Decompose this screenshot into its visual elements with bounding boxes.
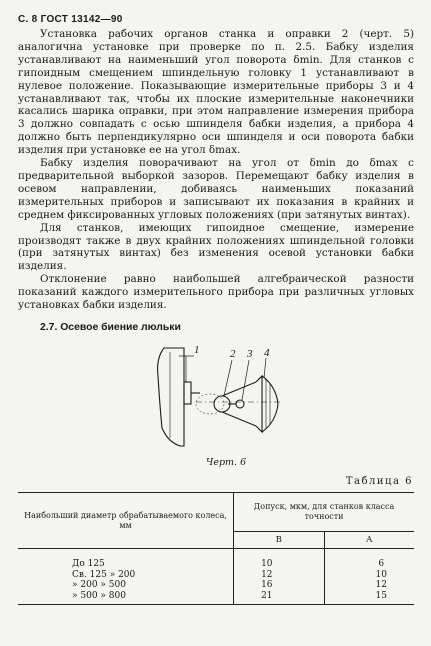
paragraph: Для станков, имеющих гипоидное смещение, измерение производят также в двух крайних положениях шпиндельной головки (при затянутых винтах) без изменения осевой установки бабки изделия. (18, 221, 414, 273)
paragraph: Бабку изделия поворачивают на угол от δmin до δmax с предварительной выборкой зазоров. Перемещают бабку изделия в осевом направлении, добиваясь наименьших показаний измерительных приборов и записывают их показания в крайних и среднем фиксированных угловых положениях (при затянутых винтах). (18, 157, 414, 221)
cell-diameter: Св. 125 » 200 (72, 569, 136, 580)
label-3: 3 (247, 348, 253, 360)
ball-2 (214, 396, 230, 412)
section-title: 2.7. Осевое биение люльки (40, 322, 181, 333)
col-tolerance-header: Допуск, мкм, для станков класса точности (234, 493, 414, 532)
table-row (18, 591, 414, 605)
page-header: С. 8 ГОСТ 13142—90 (18, 14, 123, 25)
cell-class-a: 6 (324, 549, 414, 570)
table-row (18, 570, 414, 581)
indicator-1 (184, 382, 191, 404)
label-2: 2 (230, 348, 236, 360)
label-1: 1 (194, 344, 200, 356)
ball-3 (236, 400, 244, 408)
table-title: Таблица 6 (345, 476, 413, 487)
table-row (18, 549, 414, 570)
label-4: 4 (264, 347, 270, 359)
class-a-header: А (324, 532, 414, 549)
drawing-6 (150, 338, 286, 452)
cell-class-a: 15 (324, 591, 414, 605)
cell-class-b: 10 (234, 549, 324, 570)
cell-diameter: » 500 » 800 (18, 591, 234, 605)
cradle-body (158, 348, 184, 446)
figure-caption: Черт. 6 (206, 457, 247, 468)
cell-diameter: До 125 (72, 559, 105, 569)
class-b-header: В (234, 532, 324, 549)
cell-class-b: 16 (234, 580, 324, 591)
table-row (18, 580, 414, 591)
paragraph: Отклонение равно наибольшей алгебраической разности показаний каждого измерительного прибора при различных угловых установках бабки изделия. (18, 273, 414, 312)
paragraph: Установка рабочих органов станка и оправки 2 (черт. 5) аналогична установке при проверке по п. 2.5. Бабку изделия устанавливают на наименьший угол поворота δmin. Для станков с гипоидным смещением шпиндельную головку 1 устанавливают в нулевое положение. Показывающие измерительные приборы 3 и 4 устанавливают так, чтобы их плоские измерительные наконечники касались шарика оправки, при этом направление измерения прибора 3 должно совпадать с осью шпинделя бабки изделия, а прибора 4 должно быть перпендикулярно оси шпинделя и оси поворота бабки изделия при установке ее на угол δmax. (18, 28, 414, 157)
cell-class-a: 10 (324, 570, 414, 581)
cell-class-b: 12 (234, 570, 324, 581)
cell-diameter: » 200 » 500 (72, 580, 126, 590)
spindle-4 (256, 376, 262, 432)
tolerance-table (18, 492, 414, 605)
body-text (18, 28, 414, 312)
cell-class-b: 21 (234, 591, 324, 605)
col-diameter-header: Наибольший диаметр обрабатываемого колеса, мм (18, 493, 234, 549)
cell-class-a: 12 (324, 580, 414, 591)
